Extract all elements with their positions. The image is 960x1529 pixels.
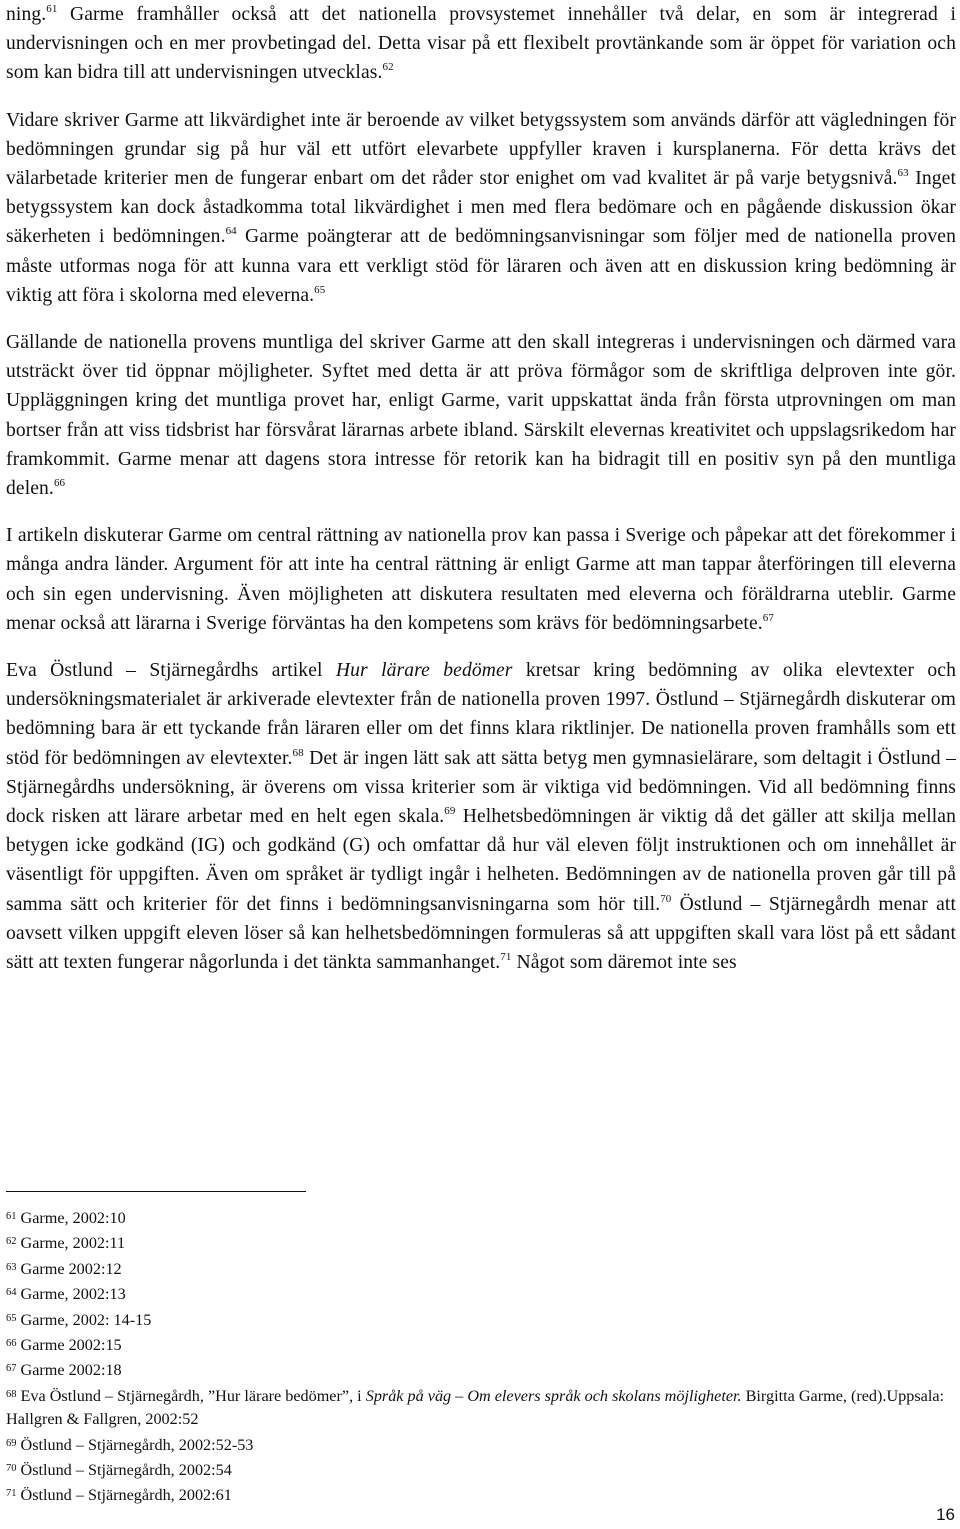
text-run: Garme poängterar att de bedömningsanvisningar som följer med de nationella proven måste utformas noga för att kunna vara ett verkligt stöd för läraren och även att en diskussion kring bedömning är viktig att föra i skolorna med eleverna. [6, 226, 956, 306]
footnote-ref: 67 [762, 611, 774, 624]
footnote-number: 61 [6, 1211, 17, 1222]
footnote [6, 1432, 946, 1457]
paragraph [6, 328, 956, 503]
text-run: Garme 2002:18 [20, 1361, 122, 1380]
text-run: Inget betygssystem kan dock åstadkomma total likvärdighet i men med flera bedömare och en pågående diskussion ökar säkerheten i bedömningen. [6, 168, 956, 248]
text-run: Östlund – Stjärnegårdh, 2002:54 [20, 1461, 232, 1480]
footnote-number: 62 [6, 1236, 17, 1248]
footnote-number: 66 [6, 1338, 17, 1350]
italic-title: Språk på väg – Om elevers språk och skolans möjligheter. [365, 1386, 742, 1405]
text-run: Garme, 2002:13 [20, 1285, 126, 1304]
footnote-ref: 64 [225, 225, 237, 238]
text-run: kretsar kring bedömning av olika elevtexter och undersökningsmaterialet är arkiverade elevtexter från de nationella proven 1997. Östlund – Stjärnegårdh diskuterar om bedömning bara är ett tyckande från läraren eller om det finns klara riktlinjer. De nationella proven framhålls som ett stöd för bedömningen av elevtexter. [6, 660, 956, 769]
text-run: Garme, 2002: 14-15 [20, 1310, 152, 1329]
footnote-number: 71 [6, 1488, 17, 1500]
text-run: Garme framhåller också att det nationella provsystemet innehåller två delar, en som är integrerad i undervisningen och en mer provbetingad del. Detta visar på ett flexibelt provtänkande som är öppet för variation och som kan bidra till att undervisningen utvecklas. [6, 4, 956, 84]
footnote [6, 1383, 946, 1432]
footnote-ref: 69 [444, 805, 456, 818]
text-run: Helhetsbedömningen är viktig då det gäller att skilja mellan betygen icke godkänd (IG) och godkänd (G) och omfattar då hur väl eleven följt instruktionen och om innehållet är väsentligt för uppgiften. Även om språket är tydligt ingår i helheten. Bedömningen av de nationella proven går till på samma sätt och kriterier för det finns i bedömningsanvisningarna som hör till. [6, 806, 956, 915]
footnote-ref: 70 [660, 892, 672, 905]
footnote-separator [6, 1191, 306, 1192]
footnote [6, 1230, 946, 1255]
paragraph [6, 0, 956, 88]
footnote [6, 1281, 946, 1306]
footnote [6, 1482, 946, 1507]
text-run: Östlund – Stjärnegårdh, 2002:61 [20, 1486, 232, 1505]
footnote-number: 69 [6, 1437, 17, 1449]
footnote-number: 67 [6, 1363, 17, 1375]
text-run: Något som däremot inte ses [511, 952, 737, 974]
footnote [6, 1307, 946, 1332]
text-run: Garme, 2002:11 [20, 1234, 126, 1253]
text-run: I artikeln diskuterar Garme om central rättning av nationella prov kan passa i Sverige och påpekar att det förekommer i många andra länder. Argument för att inte ha central rättning är enligt Garme att man tappar återföringen till eleverna och sin egen undervisning. Även möjligheten att diskutera resultaten med eleverna och föräldrarna uteblir. Garme menar också att lärarna i Sverige förväntas ha den kompetens som krävs för bedömningsarbete. [6, 525, 956, 634]
page-number: 16 [936, 1505, 955, 1524]
body-text [6, 0, 956, 977]
text-run: Gällande de nationella provens muntliga del skriver Garme att den skall integreras i undervisningen och därmed vara utsträckt över tid öppnar möjligheter. Syftet med detta är att pröva förmågor som de skriftliga delproven inte gör. Uppläggningen kring det muntliga provet har, enligt Garme, varit uppskattat ända från första utprovningen om man bortser från att viss tidsbrist har försvårat lärarnas arbete ibland. Särskilt elevernas kreativitet och uppslagsrikedom har framkommit. Garme menar att dagens stora intresse för retorik kan ha bidragit till en positiv syn på den muntliga delen. [6, 332, 956, 500]
italic-title: Hur lärare bedömer [335, 660, 513, 682]
paragraph [6, 106, 956, 310]
text-run: Vidare skriver Garme att likvärdighet inte är beroende av vilket betygssystem som används därför att vägledningen för bedömningen grundar sig på hur väl ett utfört elevarbete uppfyller kraven i kursplanerna. För detta krävs det välarbetade kriterier men de fungerar enbart om det råder stor enighet om vad kvalitet är på varje betygsnivå. [6, 109, 956, 190]
footnote [6, 1256, 946, 1281]
text-run: Garme, 2002:10 [20, 1209, 126, 1227]
footnote-number: 68 [6, 1388, 17, 1400]
footnote-ref: 62 [382, 61, 394, 74]
text-run: Eva Östlund – Stjärnegårdhs artikel [6, 660, 336, 682]
footnote-ref: 65 [314, 283, 326, 296]
text-run: Eva Östlund – Stjärnegårdh, ”Hur lärare bedömer”, i [20, 1386, 366, 1405]
paragraph [6, 656, 956, 977]
footnote-number: 65 [6, 1312, 17, 1324]
footnote-ref: 66 [53, 477, 66, 490]
footnote-ref: 61 [46, 3, 58, 15]
footnote-ref: 71 [500, 951, 512, 964]
footnotes [6, 1205, 946, 1508]
text-run: Garme 2002:12 [20, 1259, 122, 1278]
text-run: Östlund – Stjärnegårdh, 2002:52-53 [20, 1435, 254, 1454]
text-run: ning. [6, 4, 47, 25]
footnote [6, 1205, 946, 1230]
footnote-number: 70 [6, 1463, 17, 1475]
footnote [6, 1357, 946, 1382]
footnote-ref: 63 [897, 167, 909, 180]
footnote [6, 1332, 946, 1357]
footnote [6, 1457, 946, 1482]
text-run: Birgitta Garme, (red).Uppsala: Hallgren & Fallgren, 2002:52 [6, 1386, 945, 1429]
footnote-number: 63 [6, 1261, 17, 1273]
text-run: Östlund – Stjärnegårdh menar att oavsett vilken uppgift eleven löser så kan helhetsbedömningen formuleras så att uppgiften skall vara löst på ett sådant sätt att texten fungerar någorlunda i det tänkta sammanhanget. [6, 893, 956, 974]
footnote-ref: 68 [292, 746, 304, 759]
text-run: Garme 2002:15 [20, 1336, 122, 1355]
text-run: Det är ingen lätt sak att sätta betyg men gymnasielärare, som deltagit i Östlund – Stjärnegårdhs undersökning, är överens om vissa kriterier som är viktiga vid bedömningen. Vid all bedömning finns dock risken att lärare arbetar med en helt egen skala. [6, 747, 956, 828]
paragraph [6, 521, 956, 638]
footnote-number: 64 [6, 1287, 17, 1299]
